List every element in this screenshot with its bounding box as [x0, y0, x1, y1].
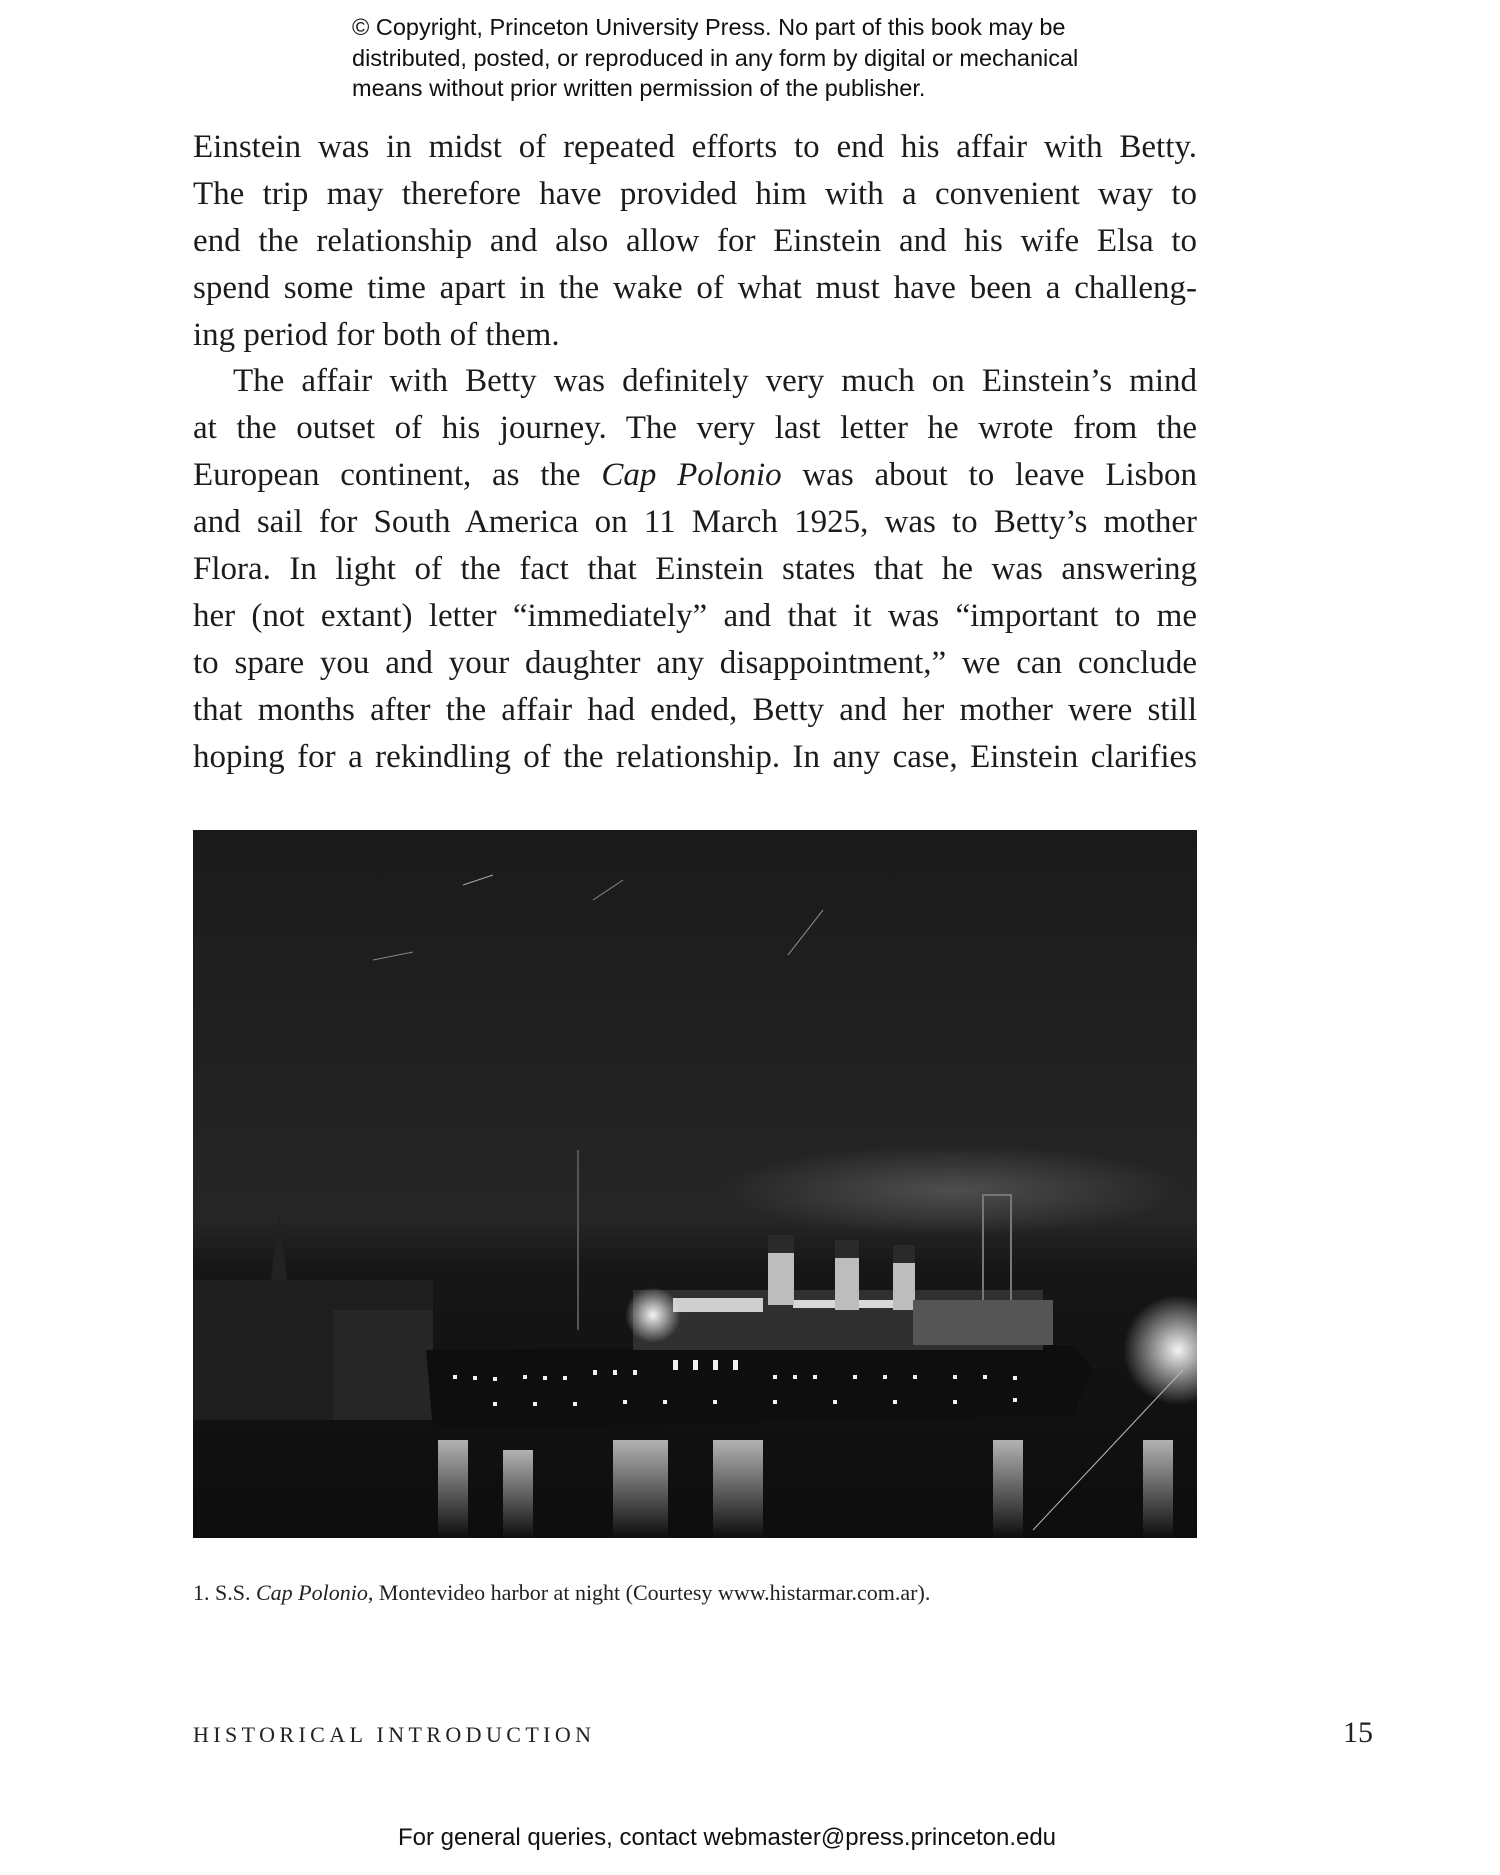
- text-line: [193, 452, 1197, 499]
- text-segment: European continent, as the: [193, 457, 602, 494]
- text-line: Flora. In light of the fact that Einstein states that he was answering: [193, 551, 1197, 588]
- text-line: end the relationship and also allow for Einstein and his wife Elsa to: [193, 222, 1197, 259]
- copyright-line: distributed, posted, or reproduced in any form by digital or mechanical: [352, 44, 1079, 71]
- copyright-line: © Copyright, Princeton University Press. No part of this book may be: [352, 14, 1066, 40]
- figure-caption: [193, 1580, 930, 1606]
- paragraph-2: [193, 358, 1197, 780]
- caption-number: 1. S.S.: [193, 1580, 256, 1605]
- text-segment: was about to leave Lisbon: [781, 457, 1197, 494]
- caption-text: , Montevideo harbor at night (Courtesy www.histarmar.com.ar).: [367, 1580, 931, 1605]
- text-line: hoping for a rekindling of the relationship. In any case, Einstein clarifies: [193, 738, 1197, 775]
- running-head: HISTORICAL INTRODUCTION: [193, 1722, 596, 1747]
- figure-photo-ship-at-night: [193, 830, 1197, 1538]
- caption-ship-name: Cap Polonio: [255, 1580, 368, 1605]
- text-line: spend some time apart in the wake of what must have been a challeng-: [193, 269, 1197, 306]
- paragraph-1: [193, 124, 1197, 358]
- text-line: Einstein was in midst of repeated efforts to end his affair with Betty.: [193, 129, 1197, 165]
- text-line: The affair with Betty was definitely very much on Einstein’s mind: [233, 363, 1197, 400]
- text-line: that months after the affair had ended, Betty and her mother were still: [193, 691, 1197, 728]
- copyright-line: means without prior written permission of the publisher.: [352, 75, 926, 101]
- page-number: 15: [1343, 1716, 1373, 1749]
- text-line: ing period for both of them.: [193, 316, 560, 353]
- text-line: her (not extant) letter “immediately” and that it was “important to me: [193, 597, 1197, 634]
- text-line: and sail for South America on 11 March 1925, was to Betty’s mother: [193, 504, 1197, 541]
- copyright-notice: [352, 12, 1212, 104]
- body-text: [193, 124, 1197, 780]
- text-line: to spare you and your daughter any disappointment,” we can conclude: [193, 644, 1197, 681]
- text-line: The trip may therefore have provided him with a convenient way to: [193, 175, 1197, 212]
- ship-photo-illustration: [193, 830, 1197, 1538]
- ship-name-italic: Cap Polonio: [601, 457, 782, 494]
- text-line: at the outset of his journey. The very last letter he wrote from the: [193, 410, 1197, 447]
- contact-footer: For general queries, contact webmaster@press.princeton.edu: [398, 1824, 1057, 1851]
